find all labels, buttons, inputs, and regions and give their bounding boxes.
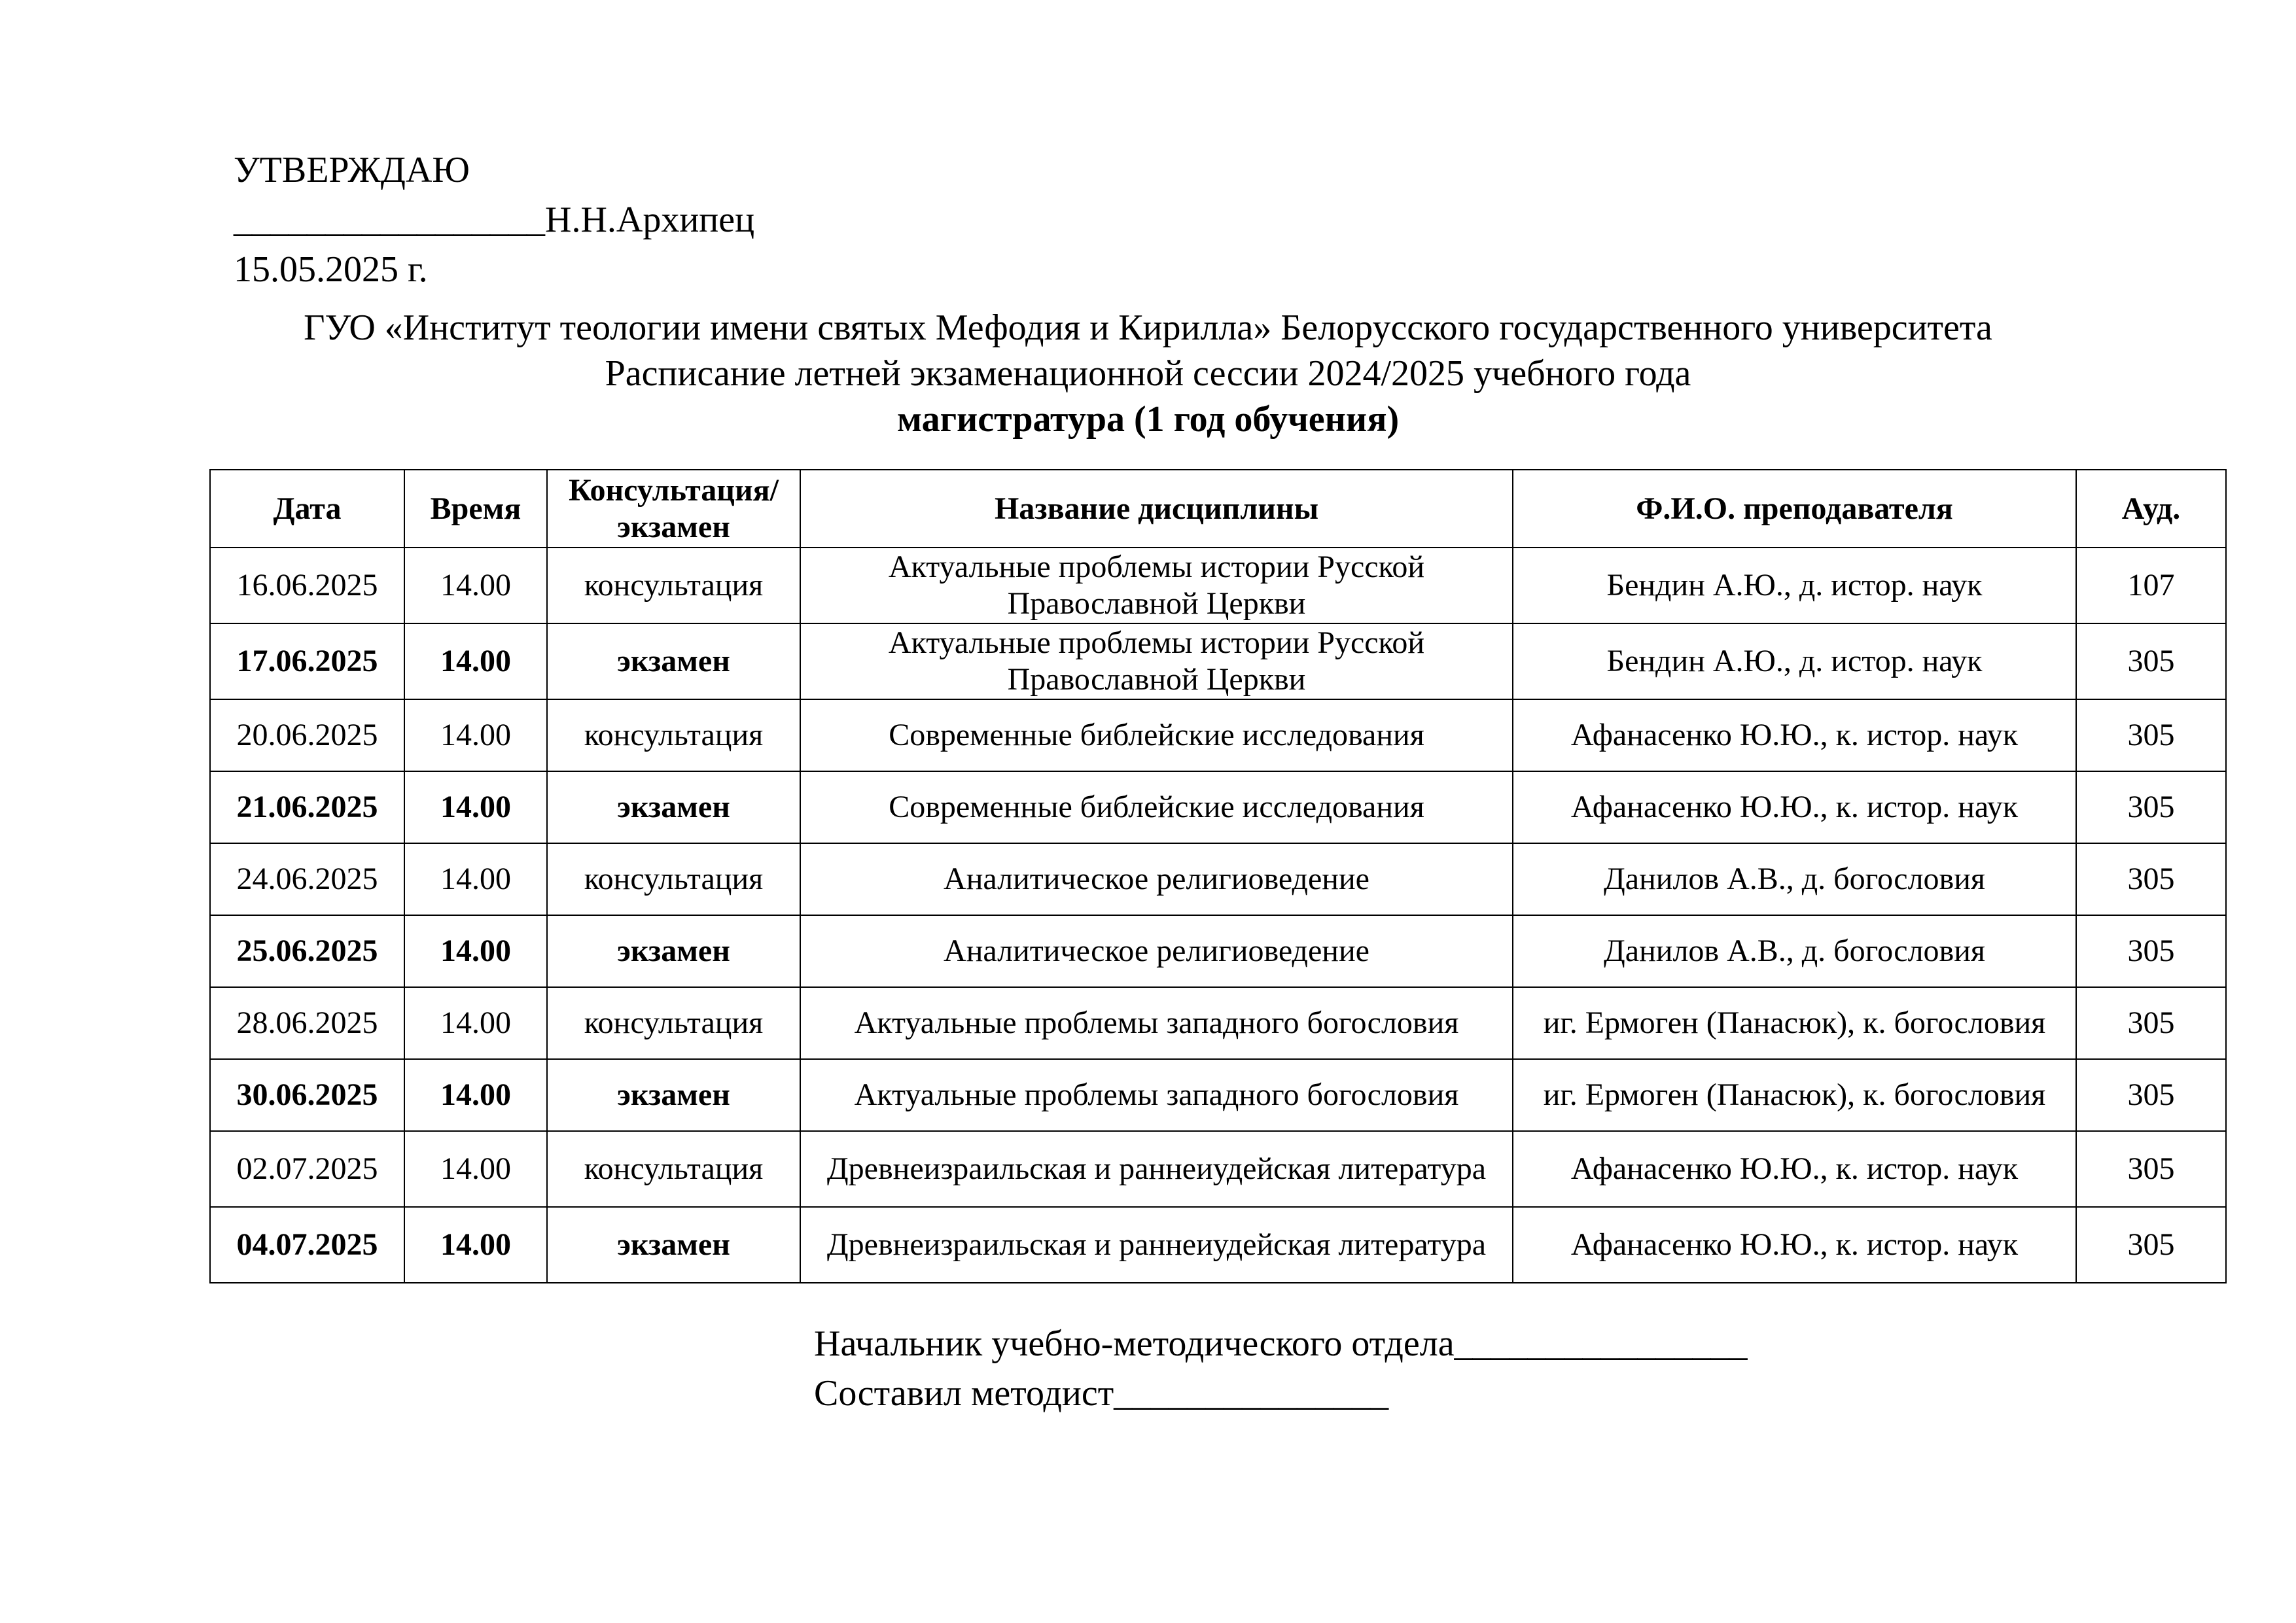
cell-discipline: Современные библейские исследования xyxy=(800,771,1513,843)
cell-time: 14.00 xyxy=(404,699,547,771)
approval-signature-line: _________________Н.Н.Архипец xyxy=(234,200,755,240)
table-row xyxy=(210,1059,2226,1131)
cell-room: 305 xyxy=(2076,1059,2226,1131)
cell-type: консультация xyxy=(547,1131,800,1207)
program-title: магистратура (1 год обучения) xyxy=(896,399,1400,440)
cell-time: 14.00 xyxy=(404,843,547,915)
cell-date: 21.06.2025 xyxy=(210,771,404,843)
cell-type: экзамен xyxy=(547,771,800,843)
cell-teacher: Афанасенко Ю.Ю., к. истор. наук xyxy=(1513,699,2076,771)
cell-room: 305 xyxy=(2076,699,2226,771)
approval-block xyxy=(234,145,754,294)
cell-time: 14.00 xyxy=(404,1059,547,1131)
cell-room: 305 xyxy=(2076,623,2226,699)
cell-teacher: Афанасенко Ю.Ю., к. истор. наук xyxy=(1513,771,2076,843)
approval-date: 15.05.2025 г. xyxy=(234,249,428,290)
cell-time: 14.00 xyxy=(404,548,547,623)
cell-type: экзамен xyxy=(547,623,800,699)
table-header-row xyxy=(210,470,2226,548)
approval-heading: УТВЕРЖДАЮ xyxy=(234,150,470,190)
header-room: Ауд. xyxy=(2076,470,2226,548)
cell-type: консультация xyxy=(547,843,800,915)
cell-date: 24.06.2025 xyxy=(210,843,404,915)
cell-type: экзамен xyxy=(547,1207,800,1283)
table-row xyxy=(210,771,2226,843)
table-row xyxy=(210,623,2226,699)
cell-discipline: Актуальные проблемы западного богословия xyxy=(800,987,1513,1059)
cell-discipline: Актуальные проблемы западного богословия xyxy=(800,1059,1513,1131)
cell-room: 107 xyxy=(2076,548,2226,623)
table-row xyxy=(210,915,2226,987)
cell-time: 14.00 xyxy=(404,987,547,1059)
signature-footer xyxy=(814,1319,1748,1418)
cell-teacher: иг. Ермоген (Панасюк), к. богословия xyxy=(1513,987,2076,1059)
cell-time: 14.00 xyxy=(404,915,547,987)
cell-discipline: Современные библейские исследования xyxy=(800,699,1513,771)
table-row xyxy=(210,843,2226,915)
table-row xyxy=(210,987,2226,1059)
cell-room: 305 xyxy=(2076,987,2226,1059)
cell-room: 305 xyxy=(2076,771,2226,843)
schedule-title: Расписание летней экзаменационной сессии 2024/2025 учебного года xyxy=(605,353,1691,394)
cell-teacher: Афанасенко Ю.Ю., к. истор. наук xyxy=(1513,1131,2076,1207)
cell-time: 14.00 xyxy=(404,623,547,699)
cell-room: 305 xyxy=(2076,1131,2226,1207)
header-discipline: Название дисциплины xyxy=(800,470,1513,548)
cell-time: 14.00 xyxy=(404,771,547,843)
cell-discipline: Актуальные проблемы истории Русской Православной Церкви xyxy=(800,548,1513,623)
cell-room: 305 xyxy=(2076,915,2226,987)
cell-type: экзамен xyxy=(547,915,800,987)
institution-title: ГУО «Институт теологии имени святых Мефодия и Кирилла» Белорусского государственного университета xyxy=(304,307,1992,348)
cell-discipline: Древнеизраильская и раннеиудейская литература xyxy=(800,1207,1513,1283)
cell-room: 305 xyxy=(2076,1207,2226,1283)
cell-type: экзамен xyxy=(547,1059,800,1131)
head-of-department-line: Начальник учебно-методического отдела________________ xyxy=(814,1323,1748,1364)
cell-teacher: Бендин А.Ю., д. истор. наук xyxy=(1513,623,2076,699)
cell-time: 14.00 xyxy=(404,1207,547,1283)
cell-discipline: Актуальные проблемы истории Русской Православной Церкви xyxy=(800,623,1513,699)
cell-teacher: Данилов А.В., д. богословия xyxy=(1513,843,2076,915)
cell-discipline: Аналитическое религиоведение xyxy=(800,915,1513,987)
cell-teacher: Данилов А.В., д. богословия xyxy=(1513,915,2076,987)
cell-type: консультация xyxy=(547,699,800,771)
table-row xyxy=(210,1131,2226,1207)
header-date: Дата xyxy=(210,470,404,548)
cell-date: 20.06.2025 xyxy=(210,699,404,771)
table-row xyxy=(210,699,2226,771)
methodist-line: Составил методист_______________ xyxy=(814,1373,1389,1414)
cell-room: 305 xyxy=(2076,843,2226,915)
cell-type: консультация xyxy=(547,987,800,1059)
header-teacher: Ф.И.О. преподавателя xyxy=(1513,470,2076,548)
cell-type: консультация xyxy=(547,548,800,623)
cell-date: 17.06.2025 xyxy=(210,623,404,699)
cell-teacher: Бендин А.Ю., д. истор. наук xyxy=(1513,548,2076,623)
cell-teacher: иг. Ермоген (Панасюк), к. богословия xyxy=(1513,1059,2076,1131)
document-title-block xyxy=(0,305,2296,442)
cell-discipline: Аналитическое религиоведение xyxy=(800,843,1513,915)
cell-date: 28.06.2025 xyxy=(210,987,404,1059)
cell-time: 14.00 xyxy=(404,1131,547,1207)
table-row xyxy=(210,548,2226,623)
cell-teacher: Афанасенко Ю.Ю., к. истор. наук xyxy=(1513,1207,2076,1283)
cell-date: 25.06.2025 xyxy=(210,915,404,987)
cell-date: 04.07.2025 xyxy=(210,1207,404,1283)
cell-date: 02.07.2025 xyxy=(210,1131,404,1207)
header-type: Консультация/ экзамен xyxy=(547,470,800,548)
cell-date: 30.06.2025 xyxy=(210,1059,404,1131)
cell-date: 16.06.2025 xyxy=(210,548,404,623)
header-time: Время xyxy=(404,470,547,548)
table-row xyxy=(210,1207,2226,1283)
schedule-table xyxy=(209,469,2227,1283)
cell-discipline: Древнеизраильская и раннеиудейская литература xyxy=(800,1131,1513,1207)
